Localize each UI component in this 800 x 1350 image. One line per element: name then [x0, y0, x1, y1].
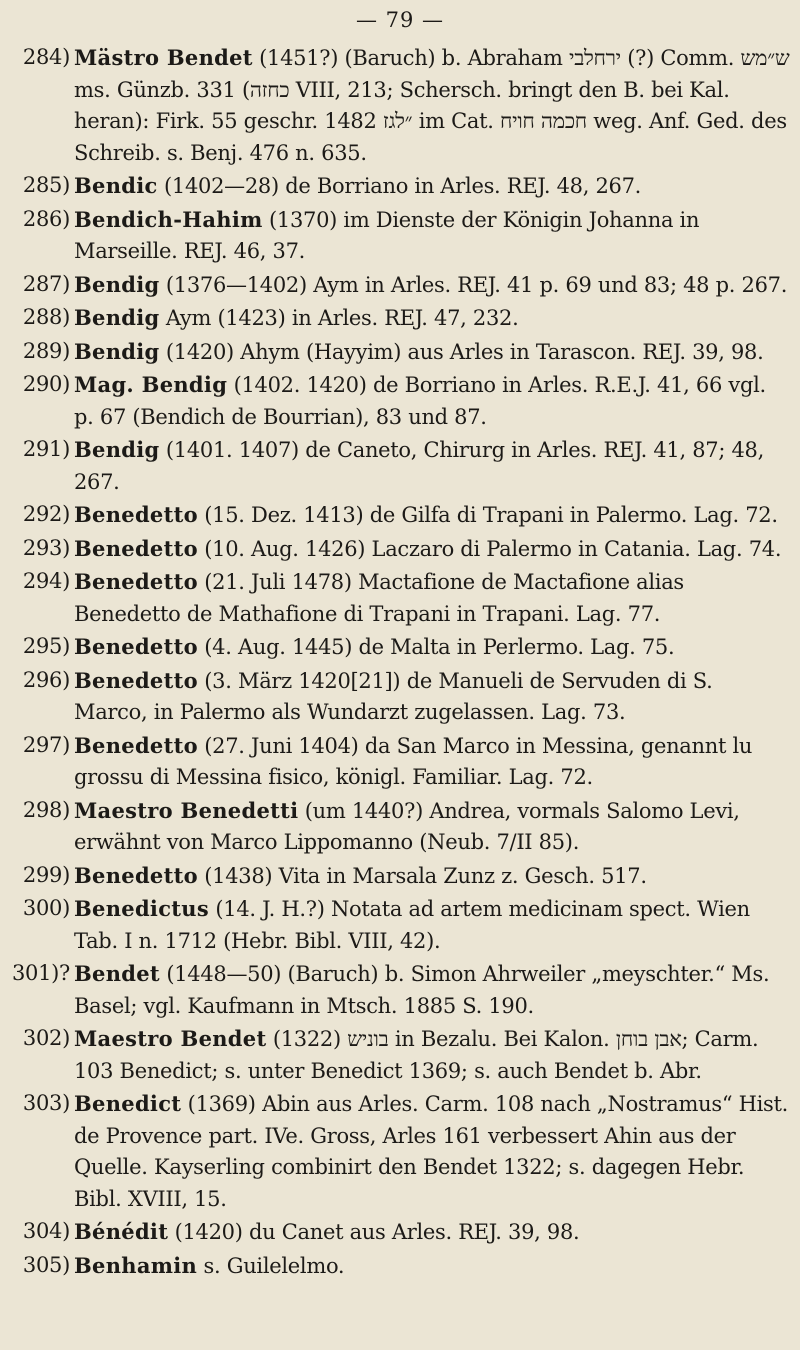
entry-text: (1438) Vita in Marsala Zunz z. Gesch. 517.	[197, 863, 647, 888]
entry-287	[0, 269, 790, 302]
entry-name: Benedetto	[74, 502, 198, 527]
entry-text: (1420) Ahym (Hayyim) aus Arles in Tarascon. REJ. 39, 98.	[159, 339, 764, 364]
entry-name: Mästro Bendet	[74, 45, 253, 70]
entry-number: 305)	[22, 1252, 70, 1277]
entry-286	[0, 204, 790, 268]
entry-name: Bendig	[74, 271, 160, 297]
entry-name: Bénédit	[74, 1219, 169, 1244]
entry-text: (10. Aug. 1426) Laczaro di Palermo in Catania. Lag. 74.	[197, 536, 782, 561]
entry-284	[0, 42, 790, 169]
entry-name: Bendet	[74, 961, 160, 986]
entry-name: Bendig	[74, 338, 160, 364]
entry-number: 286)	[22, 206, 70, 231]
entry-number: 290)	[22, 372, 70, 396]
entry-name: Bendic	[74, 173, 158, 198]
entry-name: Maestro Benedetti	[74, 797, 299, 823]
entry-number: 295)	[22, 634, 70, 658]
entry-296	[0, 665, 790, 729]
entry-number: 298)	[22, 797, 70, 822]
entry-number: 289)	[22, 338, 70, 363]
entry-304	[0, 1216, 790, 1249]
entry-name: Benhamin	[74, 1252, 198, 1278]
entry-293	[0, 533, 790, 566]
entry-text: (27. Juni 1404) da San Marco in Messina, genannt lu grossu di Messina fisico, königl. Familiar. Lag. 72.	[74, 733, 753, 789]
entry-285	[0, 170, 790, 203]
entry-text: (1448—50) (Baruch) b. Simon Ahrweiler „meyschter.“ Ms. Basel; vgl. Kaufmann in Mtsch. 1885 S. 190.	[74, 962, 770, 1018]
entry-number: 291)	[22, 437, 70, 461]
entry-number: 296)	[22, 667, 70, 692]
entry-number: 299)	[22, 862, 70, 887]
entry-name: Benedetto	[74, 535, 198, 561]
entry-298	[0, 795, 790, 859]
entry-number: 301)?	[11, 961, 70, 985]
entry-text: (15. Dez. 1413) de Gilfa di Trapani in Palermo. Lag. 72.	[197, 503, 778, 527]
entry-text: (1376—1402) Aym in Arles. REJ. 41 p. 69 und 83; 48 p. 267.	[159, 272, 788, 297]
entry-292	[0, 499, 790, 532]
page-number: — 79 —	[355, 8, 445, 32]
entry-text: (21. Juli 1478) Mactafione de Mactafione alias Benedetto de Mathafione di Trapani in Trapani. Lag. 77.	[74, 570, 684, 626]
entry-number: 297)	[22, 732, 70, 757]
entry-text: (1402. 1420) de Borriano in Arles. R.E.J. 41, 66 vgl. p. 67 (Bendich de Bourrian), 83 und 87.	[74, 373, 766, 429]
entry-number: 302)	[22, 1026, 70, 1050]
entry-302	[0, 1023, 790, 1087]
entry-name: Benedetto	[74, 732, 198, 758]
entry-295	[0, 631, 790, 664]
entry-name: Bendich-Hahim	[74, 206, 263, 232]
entry-294	[0, 566, 790, 630]
entry-number: 293)	[22, 535, 70, 560]
entry-299	[0, 860, 790, 893]
entry-name: Benedetto	[74, 634, 198, 659]
entry-number: 304)	[22, 1219, 70, 1243]
entry-number: 303)	[22, 1091, 70, 1115]
entry-288	[0, 302, 790, 335]
entry-number: 292)	[22, 502, 70, 526]
entry-name: Maestro Bendet	[74, 1026, 267, 1051]
entry-name: Benedetto	[74, 569, 198, 594]
entry-text: (1420) du Canet aus Arles. REJ. 39, 98.	[168, 1220, 580, 1244]
entry-number: 285)	[22, 173, 70, 197]
entry-text: s. Guilelelmo.	[197, 1253, 345, 1278]
entry-305	[0, 1250, 790, 1283]
entry-list	[0, 42, 790, 1283]
entry-name: Mag. Bendig	[74, 372, 228, 397]
entry-text: (1401. 1407) de Caneto, Chirurg in Arles. REJ. 41, 87; 48, 267.	[74, 438, 764, 494]
entry-301	[0, 958, 790, 1022]
entry-289	[0, 336, 790, 369]
entry-303	[0, 1088, 790, 1215]
entry-text: Aym (1423) in Arles. REJ. 47, 232.	[159, 306, 519, 330]
entry-300	[0, 893, 790, 957]
entry-number: 288)	[22, 305, 70, 329]
entry-text: (um 1440?) Andrea, vormals Salomo Levi, erwähnt von Marco Lippomanno (Neub. 7/II 85).	[74, 798, 740, 854]
entry-text: (3. März 1420[21]) de Manueli de Servuden di S. Marco, in Palermo als Wundarzt zugelassen. Lag. 73.	[74, 668, 713, 724]
entry-290	[0, 369, 790, 433]
entry-name: Bendig	[74, 305, 160, 330]
entry-name: Benedictus	[74, 896, 209, 921]
entry-297	[0, 730, 790, 794]
entry-name: Benedetto	[74, 862, 198, 888]
entry-291	[0, 434, 790, 498]
entry-text: (1370) im Dienste der Königin Johanna in Marseille. REJ. 46, 37.	[74, 207, 700, 263]
entry-text: (1322) בוניש in Bezalu. Bei Kalon. אבן בוחן; Carm. 103 Benedict; s. unter Benedict 1369; s. auch Bendet b. Abr.	[74, 1027, 759, 1083]
entry-text: (1451?) (Baruch) b. Abraham ירחלבי (?) Comm. ש״מש ms. Günzb. 331 (כחזה VIII, 213; Schersch. bringt den B. bei Kal. heran): Firk. 55 geschr. ״לגז 1482 im Cat. חכמה חויח weg. Anf. Ged. des Schreib. s. Benj. 476 n. 635.	[74, 46, 790, 165]
entry-number: 294)	[22, 569, 70, 593]
entry-number: 287)	[22, 271, 70, 296]
entry-text: (4. Aug. 1445) de Malta in Perlermo. Lag. 75.	[197, 635, 675, 659]
entry-text: (1402—28) de Borriano in Arles. REJ. 48, 267.	[157, 174, 642, 198]
entry-number: 284)	[22, 45, 70, 69]
entry-name: Benedict	[74, 1091, 182, 1116]
entry-name: Bendig	[74, 437, 160, 462]
entry-number: 300)	[22, 896, 70, 920]
entry-text: (1369) Abin aus Arles. Carm. 108 nach „Nostramus“ Hist. de Provence part. IVe. Gross, Arles 161 verbessert Ahin aus der Quelle. Kayserling combinirt den Bendet 1322; s. dagegen Hebr. Bibl. XVIII, 15.	[74, 1092, 789, 1211]
entry-text: (14. J. H.?) Notata ad artem medicinam spect. Wien Tab. I n. 1712 (Hebr. Bibl. VIII, 42).	[74, 897, 750, 953]
entry-name: Benedetto	[74, 667, 198, 693]
